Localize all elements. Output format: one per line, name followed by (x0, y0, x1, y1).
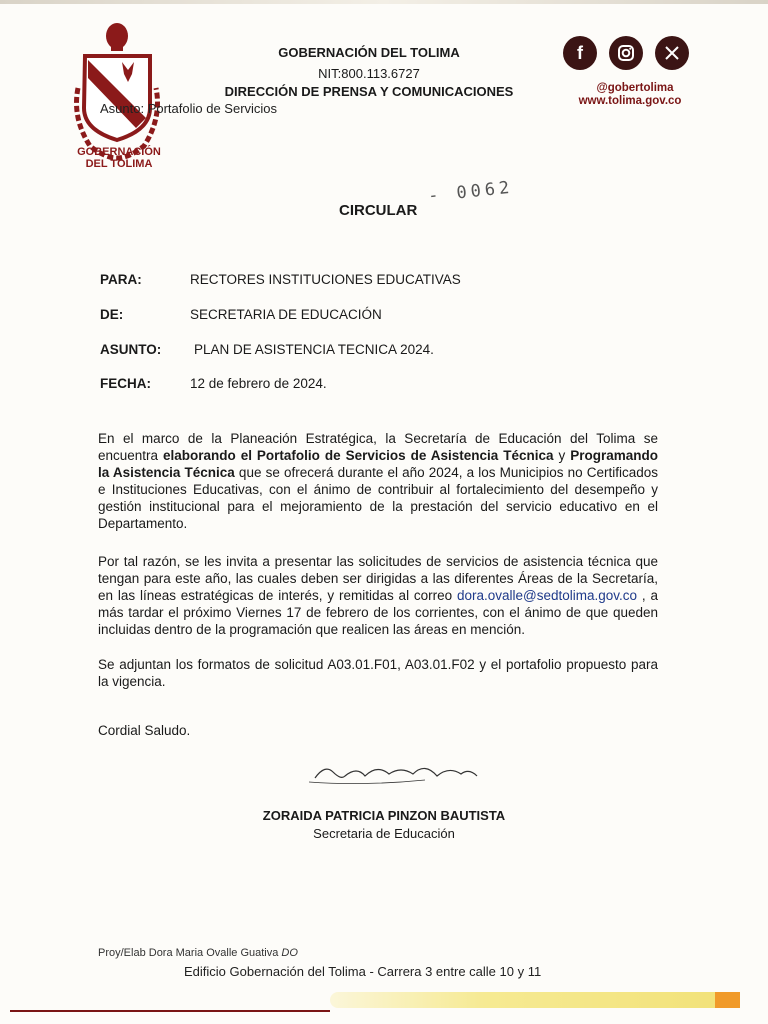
website-link[interactable]: www.tolima.gov.co (578, 95, 682, 107)
facebook-icon[interactable]: f (563, 36, 597, 70)
signer-name: ZORAIDA PATRICIA PINZON BAUTISTA (262, 808, 506, 823)
closing-text: Cordial Saludo. (98, 723, 191, 738)
logo-caption (60, 146, 178, 170)
footer-elaborated-by (98, 947, 298, 959)
body-paragraph-3: Se adjuntan los formatos de solicitud A03.01.F01, A03.01.F02 y el portafolio propuesto para la vigencia. (98, 657, 658, 689)
p1-bold-b: Programando la Asistencia Técnica (98, 448, 658, 480)
p1-text-a: En el marco de la Planeación Estratégica, la Secretaría de Educación del Tolima se encuentra (98, 431, 658, 463)
field-label-de: DE: (100, 307, 124, 322)
p1-bold-a: elaborando el Portafolio de Servicios de Asistencia Técnica (163, 448, 554, 463)
field-label-para: PARA: (100, 272, 142, 287)
field-label-fecha: FECHA: (100, 376, 151, 391)
header-reference: Asunto: Portafolio de Servicios (100, 101, 278, 116)
top-border-line (0, 0, 768, 4)
footer-initials: DO (281, 947, 298, 959)
p1-text-c: y (553, 448, 571, 463)
handwritten-signature (305, 752, 485, 792)
field-value-de: SECRETARIA DE EDUCACIÓN (190, 307, 382, 322)
field-label-asunto: ASUNTO: (100, 342, 162, 357)
footer-address: Edificio Gobernación del Tolima - Carrera 3 entre calle 10 y 11 (184, 964, 542, 979)
p2-text-b: , a más tardar el próximo Viernes 17 de febrero de los corrientes, con el ánimo de que queden incluidas dentro de la programación que realicen las áreas en mención. (98, 588, 658, 637)
footer-yellow-bar (330, 992, 715, 1008)
p1-text-e: que se ofrecerá durante el año 2024, a los Municipios no Certificados e Instituciones Educativas, con el ánimo de contribuir al fortalecimiento del desempeño y gestión institucional para el mejoramiento de la prestación del servicio educativo en el Departamento. (98, 465, 658, 531)
social-handle[interactable]: @gobertolima (596, 82, 674, 94)
circular-title: CIRCULAR (339, 202, 418, 219)
circular-number-stamp: - 0062 (427, 177, 515, 207)
p2-text-a: Por tal razón, se les invita a presentar las solicitudes de servicios de asistencia técnica que tengan para este año, las cuales deben ser dirigidas a las diferentes Áreas de la Secretaría, en las líneas estratégicas de interés, y remitidas al correo (98, 554, 658, 603)
email-link[interactable]: dora.ovalle@sedtolima.gov.co (457, 588, 638, 603)
x-icon[interactable] (655, 36, 689, 70)
body-paragraph-1 (98, 430, 658, 532)
header-nit: NIT:800.113.6727 (318, 66, 420, 81)
logo-caption-line-2: DEL TOLIMA (85, 158, 153, 170)
field-value-asunto: PLAN DE ASISTENCIA TECNICA 2024. (194, 342, 434, 357)
field-value-para: RECTORES INSTITUCIONES EDUCATIVAS (190, 272, 461, 287)
logo-caption-line-1: GOBERNACIÓN (77, 146, 161, 158)
footer-line (10, 1010, 330, 1012)
instagram-icon[interactable] (609, 36, 643, 70)
body-paragraph-2 (98, 553, 658, 638)
header-organization: GOBERNACIÓN DEL TOLIMA (278, 45, 460, 60)
field-value-fecha: 12 de febrero de 2024. (190, 376, 327, 391)
footer-orange-bar (715, 992, 740, 1008)
signer-role: Secretaria de Educación (313, 826, 455, 841)
footer-elab-text: Proy/Elab Dora Maria Ovalle Guativa (98, 947, 279, 959)
header-direction: DIRECCIÓN DE PRENSA Y COMUNICACIONES (224, 84, 514, 99)
